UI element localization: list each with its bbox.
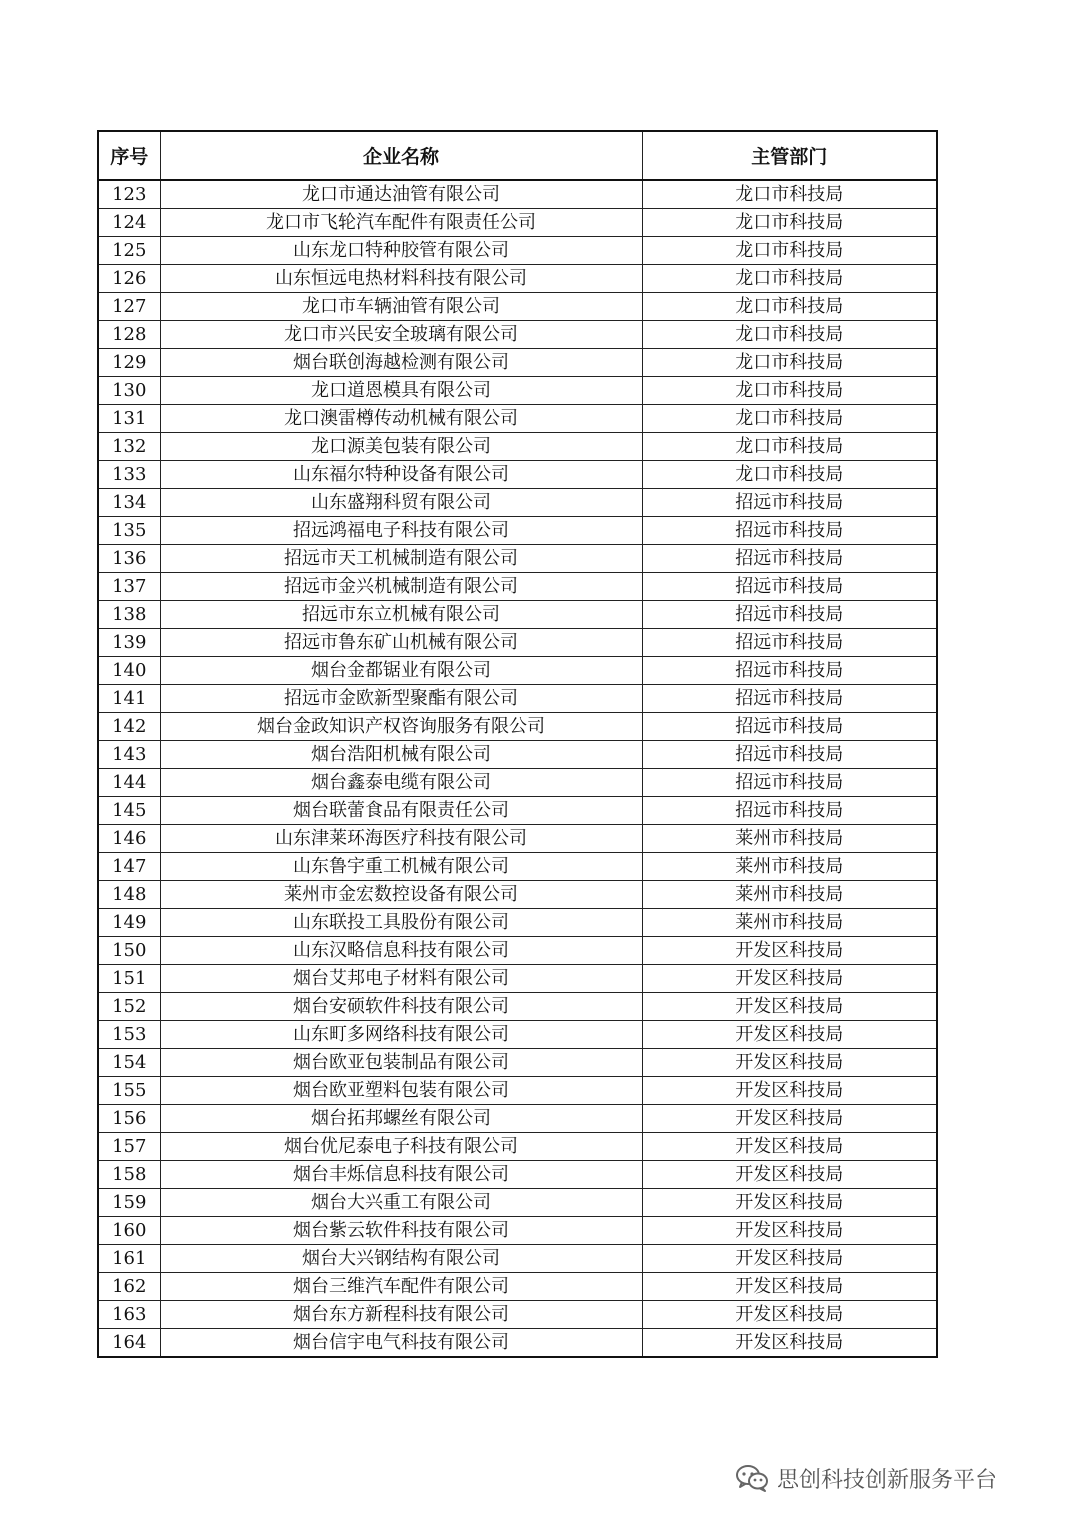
row-index: 125 [98,237,160,265]
row-department: 开发区科技局 [642,1329,937,1358]
row-company-name: 招远市鲁东矿山机械有限公司 [160,629,642,657]
row-department: 招远市科技局 [642,489,937,517]
row-department: 莱州市科技局 [642,853,937,881]
row-index: 127 [98,293,160,321]
row-index: 159 [98,1189,160,1217]
row-department: 招远市科技局 [642,685,937,713]
table-row [98,769,937,797]
row-company-name: 招远市天工机械制造有限公司 [160,545,642,573]
row-index: 157 [98,1133,160,1161]
table-row [98,1133,937,1161]
row-department: 招远市科技局 [642,797,937,825]
table-row [98,685,937,713]
table-row [98,1301,937,1329]
row-department: 莱州市科技局 [642,881,937,909]
row-index: 148 [98,881,160,909]
row-company-name: 烟台金政知识产权咨询服务有限公司 [160,713,642,741]
row-company-name: 烟台东方新程科技有限公司 [160,1301,642,1329]
table-row [98,657,937,685]
table-row [98,937,937,965]
row-department: 开发区科技局 [642,1273,937,1301]
row-index: 151 [98,965,160,993]
row-department: 开发区科技局 [642,1021,937,1049]
row-department: 龙口市科技局 [642,237,937,265]
row-company-name: 烟台欧亚塑料包装有限公司 [160,1077,642,1105]
row-department: 龙口市科技局 [642,293,937,321]
row-index: 132 [98,433,160,461]
row-company-name: 烟台三维汽车配件有限公司 [160,1273,642,1301]
row-company-name: 招远市金欧新型聚酯有限公司 [160,685,642,713]
row-index: 150 [98,937,160,965]
table-row [98,825,937,853]
table-row [98,573,937,601]
row-company-name: 龙口澳雷樽传动机械有限公司 [160,405,642,433]
row-index: 136 [98,545,160,573]
row-department: 龙口市科技局 [642,209,937,237]
table-row [98,909,937,937]
row-department: 招远市科技局 [642,601,937,629]
row-index: 155 [98,1077,160,1105]
row-company-name: 山东龙口特种胶管有限公司 [160,237,642,265]
table-row [98,1105,937,1133]
table-row [98,1273,937,1301]
row-index: 152 [98,993,160,1021]
row-department: 开发区科技局 [642,1105,937,1133]
watermark-text: 思创科技创新服务平台 [777,1467,998,1493]
row-company-name: 山东恒远电热材料科技有限公司 [160,265,642,293]
row-company-name: 烟台联蕾食品有限责任公司 [160,797,642,825]
row-department: 开发区科技局 [642,965,937,993]
row-index: 158 [98,1161,160,1189]
row-index: 128 [98,321,160,349]
row-company-name: 烟台艾邦电子材料有限公司 [160,965,642,993]
row-company-name: 烟台紫云软件科技有限公司 [160,1217,642,1245]
row-company-name: 烟台优尼泰电子科技有限公司 [160,1133,642,1161]
row-department: 招远市科技局 [642,741,937,769]
row-department: 龙口市科技局 [642,265,937,293]
row-department: 龙口市科技局 [642,377,937,405]
row-company-name: 山东津莱环海医疗科技有限公司 [160,825,642,853]
table-row [98,853,937,881]
row-company-name: 烟台金都锯业有限公司 [160,657,642,685]
row-company-name: 烟台信宇电气科技有限公司 [160,1329,642,1358]
row-company-name: 招远市东立机械有限公司 [160,601,642,629]
row-department: 开发区科技局 [642,937,937,965]
row-department: 龙口市科技局 [642,321,937,349]
row-index: 163 [98,1301,160,1329]
table-body [98,180,937,1357]
row-department: 招远市科技局 [642,629,937,657]
table-row [98,433,937,461]
row-department: 开发区科技局 [642,1217,937,1245]
row-index: 123 [98,180,160,209]
row-company-name: 烟台鑫泰电缆有限公司 [160,769,642,797]
row-index: 154 [98,1049,160,1077]
row-department: 龙口市科技局 [642,433,937,461]
row-company-name: 龙口源美包装有限公司 [160,433,642,461]
row-company-name: 龙口道恩模具有限公司 [160,377,642,405]
row-index: 160 [98,1217,160,1245]
row-index: 144 [98,769,160,797]
table-row [98,1161,937,1189]
row-index: 149 [98,909,160,937]
row-index: 131 [98,405,160,433]
row-company-name: 山东鲁宇重工机械有限公司 [160,853,642,881]
table-row [98,545,937,573]
table-row [98,461,937,489]
table-row [98,265,937,293]
row-index: 153 [98,1021,160,1049]
row-company-name: 龙口市通达油管有限公司 [160,180,642,209]
table-row [98,489,937,517]
row-department: 龙口市科技局 [642,349,937,377]
header-department: 主管部门 [642,131,937,180]
row-company-name: 山东福尔特种设备有限公司 [160,461,642,489]
row-company-name: 烟台浩阳机械有限公司 [160,741,642,769]
row-department: 开发区科技局 [642,1133,937,1161]
row-index: 137 [98,573,160,601]
row-department: 开发区科技局 [642,1077,937,1105]
wechat-icon [735,1464,769,1492]
row-company-name: 烟台大兴钢结构有限公司 [160,1245,642,1273]
table-header-row [98,131,937,180]
table-row [98,1189,937,1217]
table-row [98,1217,937,1245]
row-company-name: 烟台安硕软件科技有限公司 [160,993,642,1021]
row-index: 143 [98,741,160,769]
row-index: 142 [98,713,160,741]
row-department: 开发区科技局 [642,1189,937,1217]
row-index: 146 [98,825,160,853]
row-department: 开发区科技局 [642,1245,937,1273]
table-row [98,405,937,433]
row-company-name: 山东汉略信息科技有限公司 [160,937,642,965]
row-index: 138 [98,601,160,629]
table-row [98,517,937,545]
header-index: 序号 [98,131,160,180]
row-index: 141 [98,685,160,713]
row-index: 145 [98,797,160,825]
table-row [98,741,937,769]
row-index: 134 [98,489,160,517]
row-department: 招远市科技局 [642,517,937,545]
row-company-name: 烟台丰烁信息科技有限公司 [160,1161,642,1189]
row-department: 招远市科技局 [642,657,937,685]
row-index: 161 [98,1245,160,1273]
table-row [98,180,937,209]
row-department: 招远市科技局 [642,713,937,741]
row-index: 124 [98,209,160,237]
row-company-name: 山东町多网络科技有限公司 [160,1021,642,1049]
table-row [98,1077,937,1105]
row-company-name: 山东联投工具股份有限公司 [160,909,642,937]
row-department: 开发区科技局 [642,1049,937,1077]
row-index: 140 [98,657,160,685]
row-department: 龙口市科技局 [642,461,937,489]
table-row [98,965,937,993]
row-company-name: 龙口市兴民安全玻璃有限公司 [160,321,642,349]
table-row [98,881,937,909]
table-row [98,1049,937,1077]
row-company-name: 烟台联创海越检测有限公司 [160,349,642,377]
row-company-name: 山东盛翔科贸有限公司 [160,489,642,517]
table-row [98,377,937,405]
row-company-name: 招远鸿福电子科技有限公司 [160,517,642,545]
row-department: 招远市科技局 [642,769,937,797]
table-row [98,1329,937,1358]
row-index: 130 [98,377,160,405]
row-company-name: 龙口市飞轮汽车配件有限责任公司 [160,209,642,237]
enterprise-table [97,130,938,1358]
row-index: 139 [98,629,160,657]
row-index: 135 [98,517,160,545]
row-department: 莱州市科技局 [642,909,937,937]
row-company-name: 烟台拓邦螺丝有限公司 [160,1105,642,1133]
row-department: 招远市科技局 [642,545,937,573]
row-department: 莱州市科技局 [642,825,937,853]
row-department: 招远市科技局 [642,573,937,601]
row-department: 开发区科技局 [642,993,937,1021]
table-row [98,349,937,377]
header-company-name: 企业名称 [160,131,642,180]
table-row [98,601,937,629]
row-company-name: 烟台欧亚包装制品有限公司 [160,1049,642,1077]
row-company-name: 莱州市金宏数控设备有限公司 [160,881,642,909]
table-row [98,629,937,657]
row-index: 156 [98,1105,160,1133]
row-index: 162 [98,1273,160,1301]
row-company-name: 烟台大兴重工有限公司 [160,1189,642,1217]
row-index: 133 [98,461,160,489]
row-company-name: 龙口市车辆油管有限公司 [160,293,642,321]
row-department: 龙口市科技局 [642,180,937,209]
table-row [98,713,937,741]
watermark [735,1462,997,1494]
row-index: 126 [98,265,160,293]
table-row [98,993,937,1021]
row-department: 开发区科技局 [642,1161,937,1189]
row-department: 龙口市科技局 [642,405,937,433]
row-index: 164 [98,1329,160,1358]
table-row [98,293,937,321]
table-row [98,1245,937,1273]
table-row [98,209,937,237]
row-index: 147 [98,853,160,881]
table-row [98,321,937,349]
row-department: 开发区科技局 [642,1301,937,1329]
table-row [98,797,937,825]
row-index: 129 [98,349,160,377]
row-company-name: 招远市金兴机械制造有限公司 [160,573,642,601]
table-row [98,237,937,265]
table-row [98,1021,937,1049]
